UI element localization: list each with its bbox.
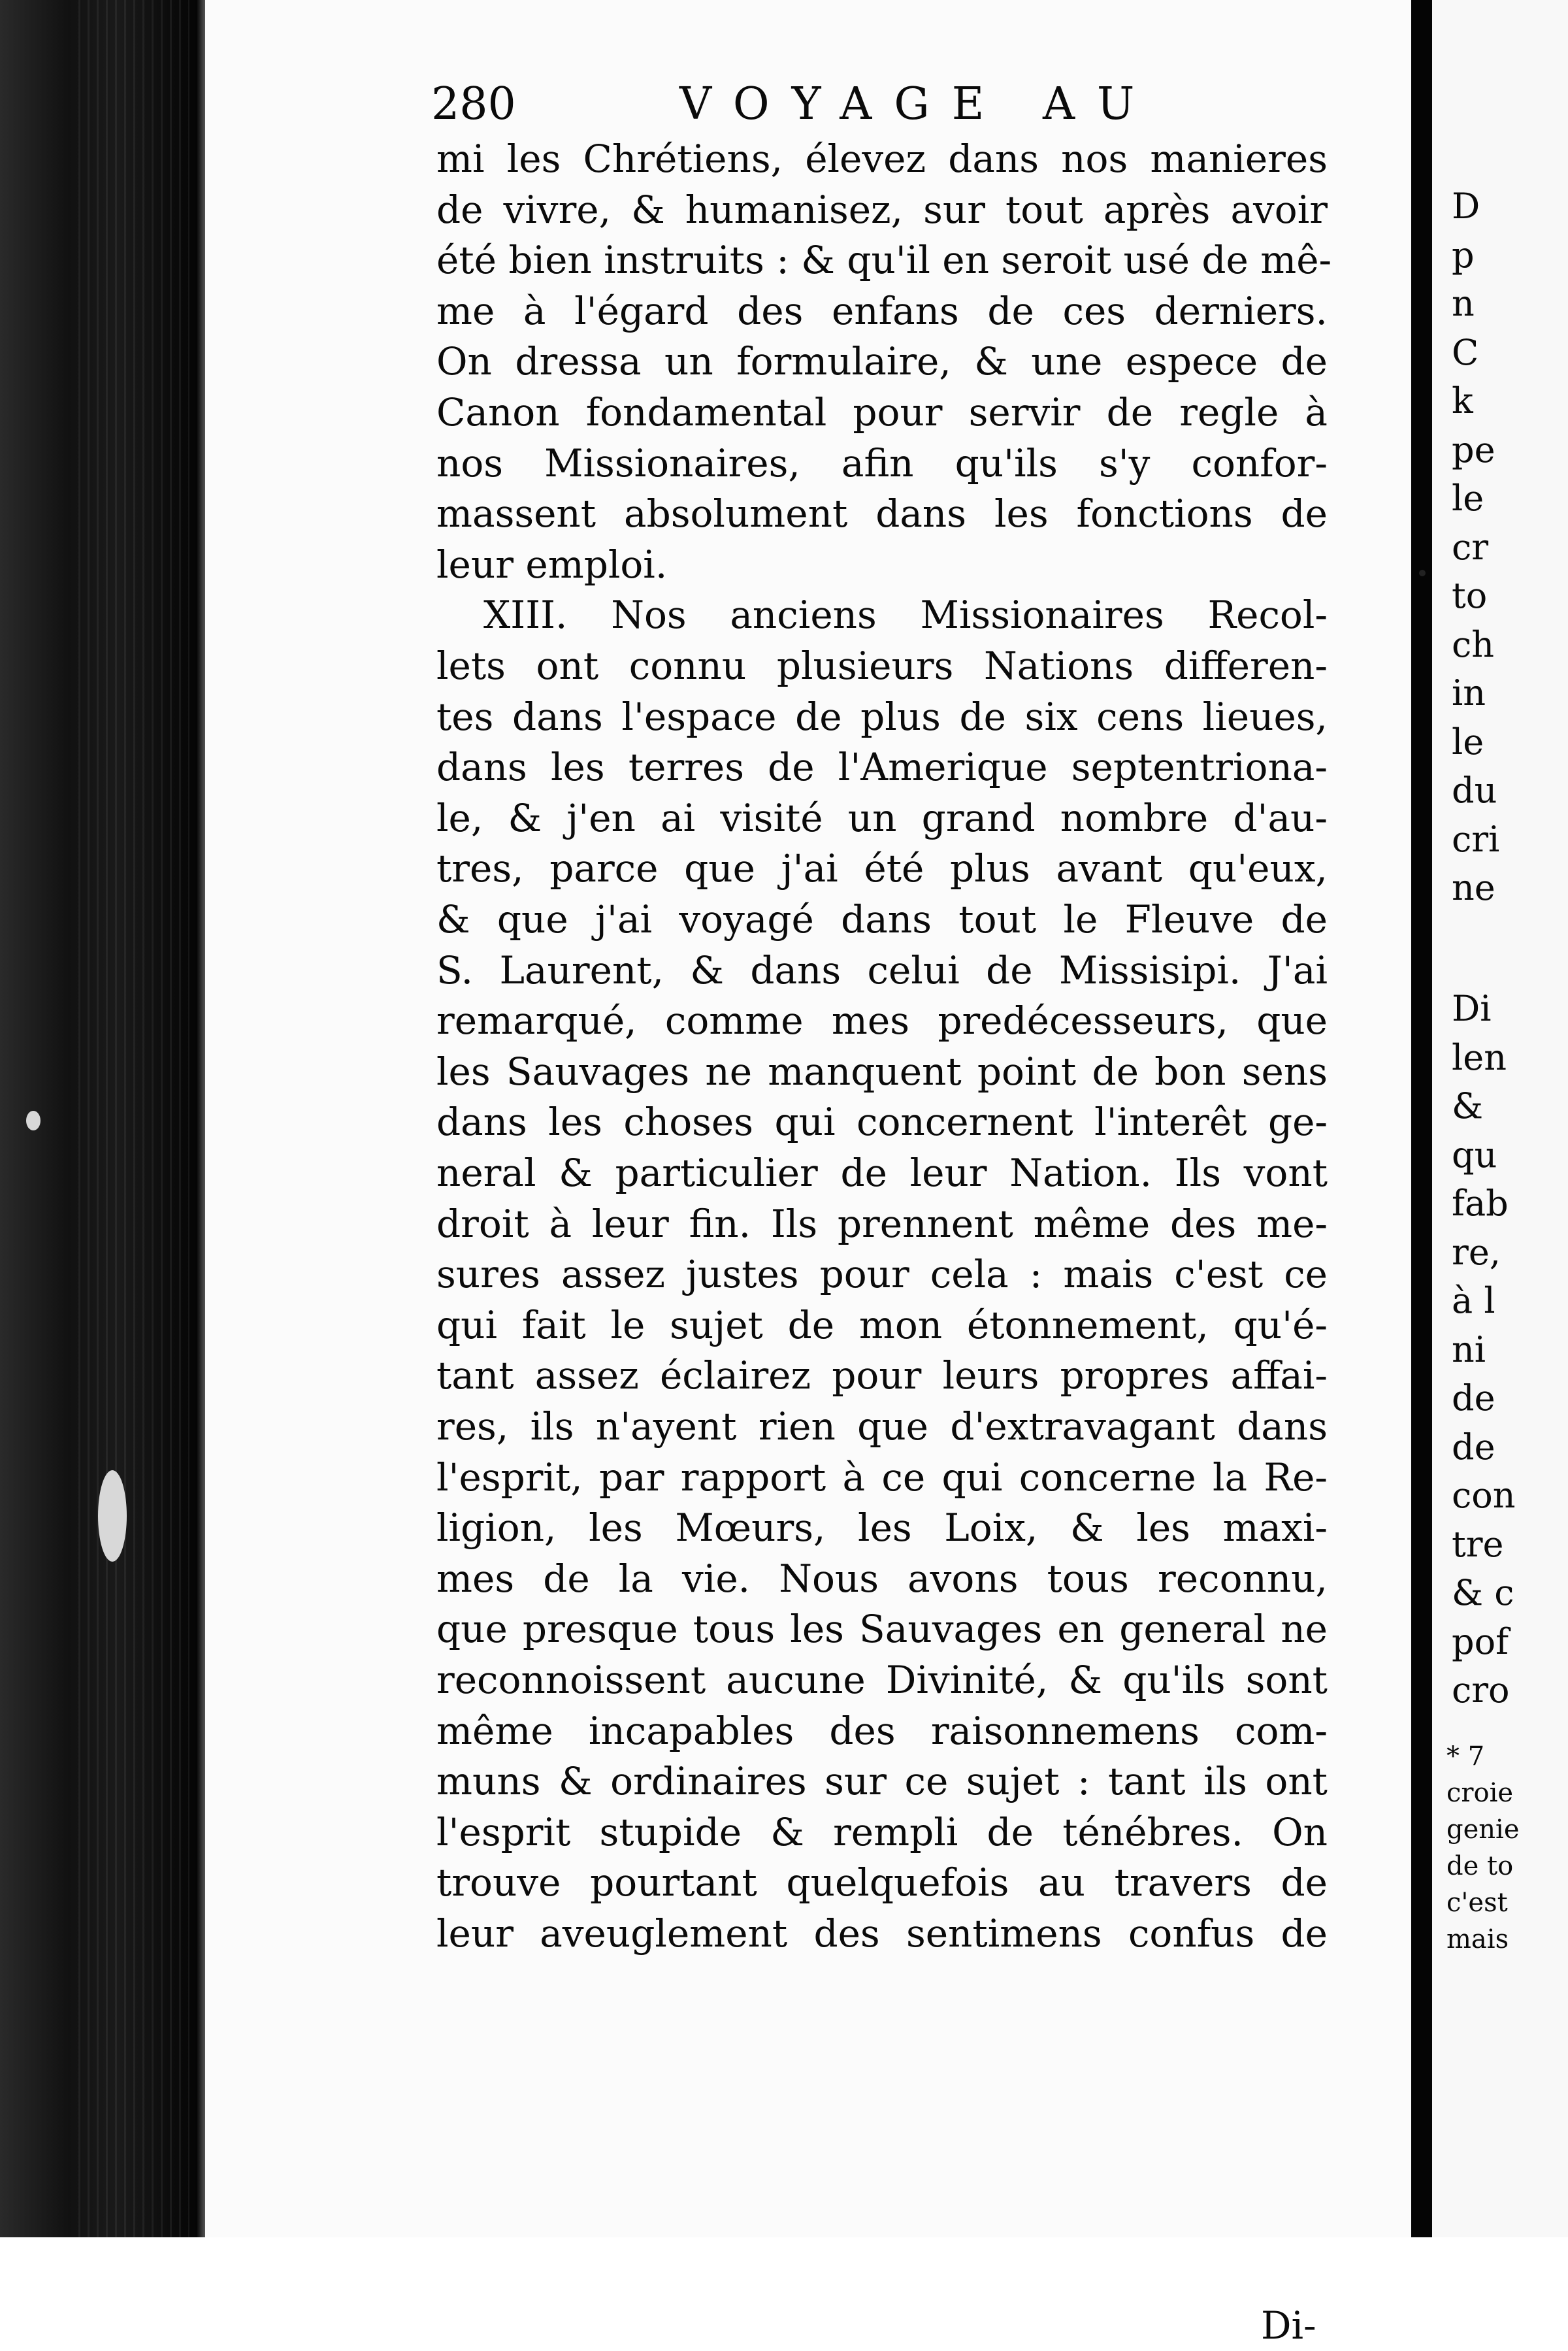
facing-text-fragment: k	[1452, 380, 1473, 421]
facing-text-fragment: ne	[1452, 867, 1495, 908]
text-line: remarqué, comme mes predécesseurs, que	[436, 998, 1328, 1044]
facing-text-fragment: pe	[1452, 429, 1495, 470]
facing-text-fragment: D	[1452, 186, 1480, 227]
text-line: qui fait le sujet de mon étonnement, qu'é-	[436, 1302, 1328, 1347]
facing-note-fragment: genie	[1446, 1815, 1520, 1845]
facing-text-fragment: pof	[1452, 1620, 1509, 1662]
facing-note-fragment: mais	[1446, 1924, 1509, 1954]
text-line: tant assez éclairez pour leurs propres affai-	[436, 1353, 1328, 1398]
running-head-title: VOYAGE AU	[679, 78, 1157, 130]
text-line: les Sauvages ne manquent point de bon sens	[436, 1049, 1328, 1094]
facing-text-fragment: & c	[1452, 1572, 1514, 1613]
text-line: l'esprit, par rapport à ce qui concerne la Re-	[436, 1455, 1328, 1500]
facing-text-fragment: le	[1452, 478, 1484, 519]
text-line: dans les choses qui concernent l'interêt ge-	[436, 1100, 1328, 1145]
text-line: le, & j'en ai visité un grand nombre d'au-	[436, 795, 1328, 840]
page-edge	[196, 0, 205, 2237]
text-line: droit à leur fin. Ils prennent même des me-	[436, 1201, 1328, 1246]
text-line: dans les terres de l'Amerique septentriona-	[436, 745, 1328, 790]
catchword: Di-	[1261, 2303, 1316, 2348]
margin-dot	[1419, 570, 1426, 576]
text-line: lets ont connu plusieurs Nations differen-	[436, 644, 1328, 688]
text-line: reconnoissent aucune Divinité, & qu'ils sont	[436, 1658, 1328, 1702]
page-number: 280	[431, 78, 516, 130]
text-line: & que j'ai voyagé dans tout le Fleuve de	[436, 897, 1328, 942]
facing-text-fragment: cri	[1452, 818, 1500, 860]
facing-note-fragment: de to	[1446, 1851, 1514, 1881]
facing-text-fragment: ni	[1452, 1328, 1486, 1370]
facing-text-fragment: tre	[1452, 1523, 1504, 1565]
text-line: de vivre, & humanisez, sur tout après avoir	[436, 187, 1328, 232]
facing-text-fragment: n	[1452, 283, 1475, 324]
facing-text-fragment: re,	[1452, 1231, 1501, 1273]
facing-note-fragment: * 7	[1446, 1741, 1485, 1771]
text-line: Canon fondamental pour servir de regle à	[436, 390, 1328, 435]
facing-text-fragment: ch	[1452, 623, 1495, 665]
text-line: On dressa un formulaire, & une espece de	[436, 339, 1328, 384]
facing-note-fragment: croie	[1446, 1778, 1514, 1808]
text-line: tres, parce que j'ai été plus avant qu'eux,	[436, 846, 1328, 891]
facing-text-fragment: qu	[1452, 1134, 1497, 1176]
facing-text-fragment: in	[1452, 672, 1486, 714]
facing-text-fragment: le	[1452, 721, 1484, 763]
text-line: que presque tous les Sauvages en general ne	[436, 1607, 1328, 1652]
facing-text-fragment: du	[1452, 770, 1497, 811]
text-line: été bien instruits : & qu'il en seroit usé de mê-	[436, 238, 1332, 283]
facing-text-fragment: cro	[1452, 1669, 1510, 1711]
book-spine	[1411, 0, 1432, 2237]
gutter-blot	[98, 1470, 127, 1562]
facing-text-fragment: con	[1452, 1475, 1516, 1516]
facing-text-fragment	[1452, 912, 1568, 962]
text-line: muns & ordinaires sur ce sujet : tant ils ont	[436, 1759, 1328, 1804]
text-line: massent absolument dans les fonctions de	[436, 491, 1328, 536]
text-line: nos Missionaires, afin qu'ils s'y confor-	[436, 440, 1328, 485]
text-line: même incapables des raisonnemens com-	[436, 1708, 1328, 1753]
facing-text-fragment: fab	[1452, 1183, 1509, 1224]
facing-note-fragment: c'est	[1446, 1888, 1508, 1918]
facing-text-fragment: de	[1452, 1426, 1495, 1468]
running-header	[431, 72, 1346, 137]
gutter-blot	[26, 1111, 41, 1130]
text-line: res, ils n'ayent rien que d'extravagant dans	[436, 1404, 1328, 1449]
facing-text-fragment: de	[1452, 1377, 1495, 1419]
facing-text-fragment: len	[1452, 1036, 1507, 1078]
facing-text-fragment: to	[1452, 575, 1488, 616]
text-line: ligion, les Mœurs, les Loix, & les maxi-	[436, 1505, 1328, 1551]
facing-text-fragment: cr	[1452, 526, 1489, 568]
text-line: leur emploi.	[436, 542, 668, 587]
gutter-texture	[78, 0, 189, 2237]
text-line: neral & particulier de leur Nation. Ils vont	[436, 1151, 1328, 1195]
text-line: me à l'égard des enfans de ces derniers.	[436, 288, 1328, 333]
text-line: trouve pourtant quelquefois au travers de	[436, 1860, 1328, 1905]
text-line: XIII. Nos anciens Missionaires Recol-	[483, 593, 1328, 638]
text-line: leur aveuglement des sentimens confus de	[436, 1911, 1328, 1956]
text-line: l'esprit stupide & rempli de ténébres. On	[436, 1809, 1328, 1854]
facing-text-fragment: C	[1452, 331, 1479, 373]
text-line: sures assez justes pour cela : mais c'est ce	[436, 1252, 1328, 1297]
facing-text-fragment: &	[1452, 1085, 1484, 1126]
facing-text-fragment: à l	[1452, 1280, 1495, 1321]
text-line: tes dans l'espace de plus de six cens lieues,	[436, 694, 1328, 739]
facing-text-fragment: Di	[1452, 988, 1492, 1029]
text-line: mi les Chrétiens, élevez dans nos manieres	[436, 137, 1328, 181]
text-line: mes de la vie. Nous avons tous reconnu,	[436, 1556, 1328, 1601]
text-line: S. Laurent, & dans celui de Missisipi. J'ai	[436, 947, 1328, 993]
facing-text-fragment: p	[1452, 234, 1475, 276]
